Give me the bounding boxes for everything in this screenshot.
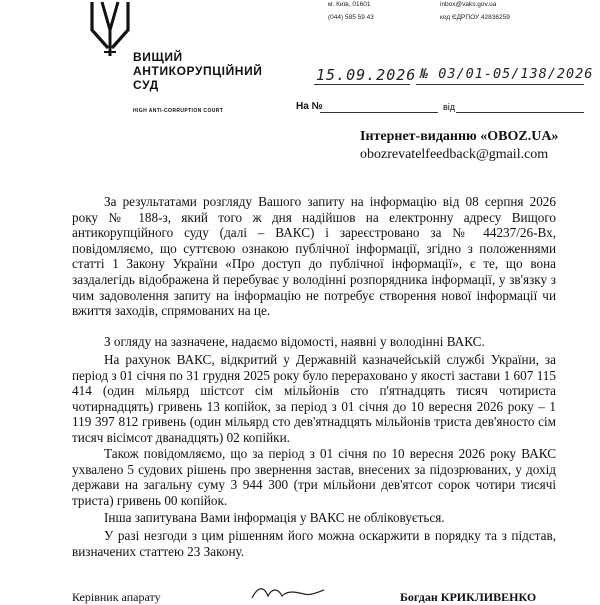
body-paragraph-5: Інша запитувана Вами інформація у ВАКС не обліковується. [104,510,445,525]
court-phone: (044) 585 59 43 [328,14,374,21]
court-address: м. Київ, 01601 [328,1,371,8]
court-name-en: HIGH ANTI-CORRUPTION COURT [133,108,224,114]
signer-position: Керівник апарату [72,590,161,604]
reference-on-label: На № [296,101,323,112]
court-emblem-icon [88,0,132,58]
signature-icon [248,584,328,600]
reference-from-label: від [443,102,456,112]
reference-number-line [320,112,438,113]
court-name-line-1: ВИЩИЙ [133,50,183,64]
body-paragraph-3: На рахунок ВАКС, відкритий у Державній казначейській службі України, за період з 01 січня по 31 грудня 2025 року було перераховано у якості застави 1 607 115 414 (один мільярд шістсот сім мільйонів сто п'ятнадцять тисяч чотириста чотирнадцять) гривень 13 копійок, за період з 01 січня до 10 вересня 2026 року – 1 119 397 812 гривень (один мільярд сто дев'ятнадцять мільйонів триста дев'яносто сім тисяч вісімсот дванадцять) 02 копійки. [72,352,556,445]
registration-date-line [314,84,410,85]
recipient [360,128,558,164]
recipient-email: obozrevatelfeedback@gmail.com [360,147,549,162]
recipient-name: Інтернет-виданню «OBOZ.UA» [360,129,559,144]
body-paragraph-2: З огляду на зазначене, надаємо відомості, наявні у володінні ВАКС. [104,334,485,349]
court-email: inbox@vaks.gov.ua [440,1,497,8]
signatory-name: Богдан КРИКЛИВЕНКО [400,590,537,604]
court-name-line-2: АНТИКОРУПЦІЙНИЙ [133,64,263,78]
registration-date: 15.09.2026 [316,66,417,84]
registration-number-line [416,84,584,85]
body-paragraph-1: За результатами розгляду Вашого запиту на інформацію від 08 серпня 2026 року № 188-з, який того ж дня надійшов на електронну адресу Вищого антикорупційного суду (далі – ВАКС) і зареєстровано за № 44237/26-Вх, повідомляємо, що суттєвою ознакою публічної інформації, згідно з положеннями статті 1 Закону України «Про доступ до публічної інформації», є те, що вона заздалегідь відображена й перебуває у володінні розпорядника інформації, у зв'язку з чим задоволення запиту на інформацію не потребує створення нової інформації чи вжиття заходів, спрямованих на це. [72,194,556,319]
reference-date-line [456,112,584,113]
registration-number: № 03/01-05/138/2026 [420,66,594,82]
body-paragraph-6: У разі незгоди з цим рішенням його можна оскаржити в порядку та з підстав, визначених статтею 23 Закону. [72,528,556,559]
court-name-line-3: СУД [133,78,159,92]
body-paragraph-4: Також повідомляємо, що за період з 01 січня по 10 вересня 2026 року ВАКС ухвалено 5 судових рішень про звернення застав, внесених за підозрюваних, у дохід держави на загальну суму 3 944 300 (три мільйони дев'ятсот сорок чотири тисячі триста) гривень 00 копійок. [72,446,556,508]
court-edrpou: код ЄДРПОУ 42836259 [440,14,510,21]
court-name [133,50,263,92]
